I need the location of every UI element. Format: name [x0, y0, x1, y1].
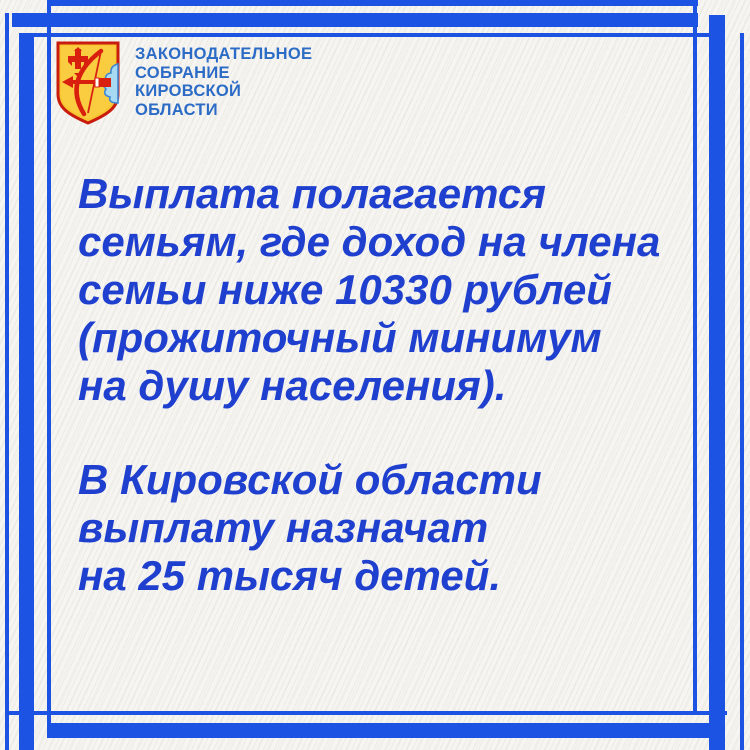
- text-line: выплату назначат: [78, 504, 489, 551]
- org-name-line: ЗАКОНОДАТЕЛЬНОЕ: [135, 45, 313, 63]
- org-name-line: ОБЛАСТИ: [135, 100, 218, 119]
- frame-line-left-thick: [19, 33, 34, 750]
- frame-line-top-outer: [48, 0, 698, 6]
- paragraph-statistics: [78, 456, 698, 600]
- frame-line-top-thick: [12, 13, 698, 27]
- payment-info-text: [78, 170, 698, 646]
- text-line: В Кировской области: [78, 456, 542, 503]
- frame-line-bottom-thin: [8, 711, 727, 715]
- text-line: семьи ниже 10330 рублей: [78, 266, 612, 313]
- frame-line-right-outer: [740, 33, 744, 750]
- paragraph-eligibility: [78, 170, 698, 410]
- text-line: (прожиточный минимум: [78, 314, 602, 361]
- org-name-line: СОБРАНИЕ: [135, 63, 230, 82]
- frame-line-left-outer: [5, 13, 9, 750]
- text-line: семьям, где доход на члена: [78, 218, 661, 265]
- text-line: на душу населения).: [78, 362, 507, 409]
- text-line: Выплата полагается: [78, 170, 546, 217]
- frame-line-top-thin: [32, 33, 717, 37]
- frame-line-left-inner: [47, 0, 51, 738]
- kirov-oblast-coat-of-arms-icon: [55, 40, 121, 126]
- frame-line-bottom-thick: [50, 723, 712, 738]
- org-name: [135, 40, 312, 119]
- frame-line-right-thick: [709, 15, 725, 750]
- header: [55, 40, 312, 126]
- org-name-line: КИРОВСКОЙ: [135, 82, 242, 100]
- text-line: на 25 тысяч детей.: [78, 552, 502, 599]
